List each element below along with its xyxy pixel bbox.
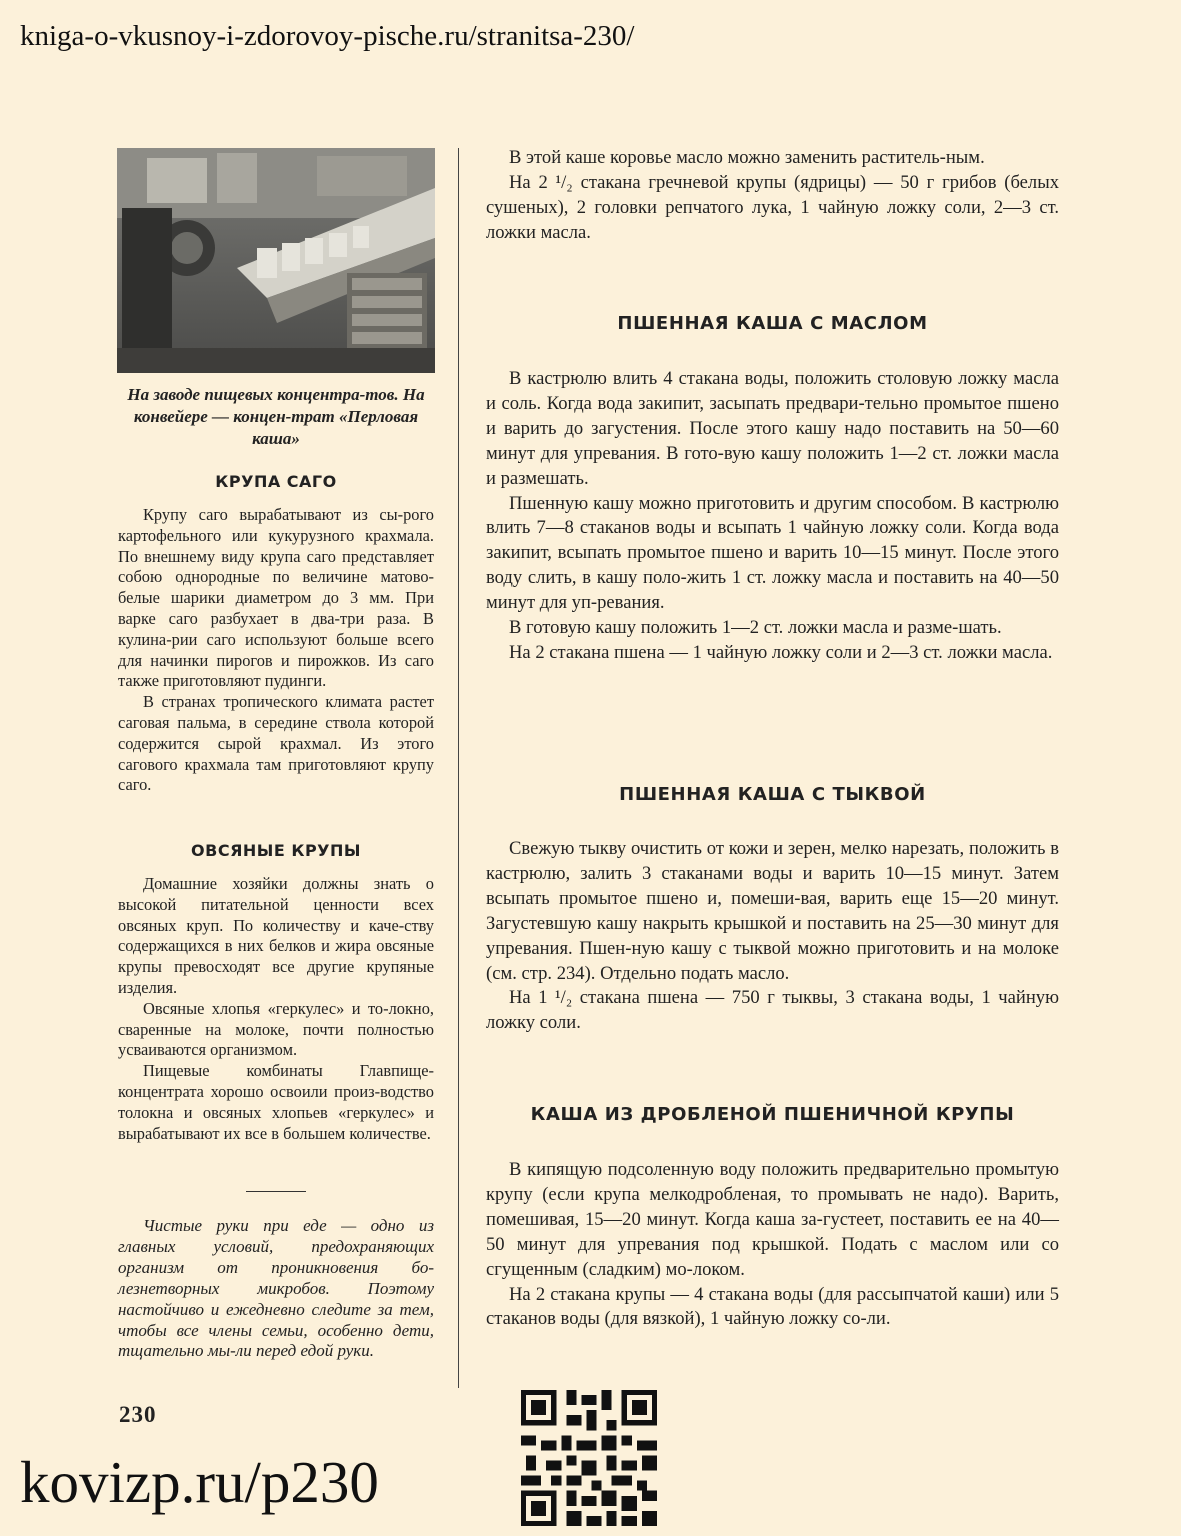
note-paragraph: Чистые руки при еде — одно из главных условий, предохраняющих организм от проникновения бо-лезнетворных микробов. Поэтому настойчиво и ежедневно следите за тем, чтобы все члены семьи, особенно дети, тщательно мы-ли перед едой руки.	[118, 1216, 434, 1361]
short-url[interactable]: kovizp.ru/p230	[20, 1449, 379, 1515]
factory-photo	[117, 148, 435, 373]
sago-paragraph: Крупу саго вырабатывают из сы-рого картофельного или кукурузного крахмала. По внешнему виду крупа саго представляет собою однородные по величине матово-белые шарики диаметром до 3 мм. При варке саго разбухает в два-три раза. В кулина-рии саго используют больше всего для начинки пирогов и пирожков. Из саго также приготовляют пудинги.	[118, 505, 434, 691]
qr-code[interactable]	[516, 1385, 662, 1531]
heading-sago: КРУПА САГО	[215, 472, 337, 491]
hygiene-note	[118, 1216, 434, 1362]
recipe-paragraph: В кипящую подсоленную воду положить предварительно промытую крупу (если крупа мелкодробленая, то промывать не надо). Варить, помешивая, 15—20 минут. Когда каша за-густеет, поставить ее на 40—50 минут для упревания под крышкой. Подать с маслом или со сгущенным (сладким) мо-локом.	[486, 1159, 1059, 1280]
millet-butter-text	[486, 367, 1059, 666]
heading-wheat: КАША ИЗ ДРОБЛЕНОЙ ПШЕНИЧНОЙ КРУПЫ	[530, 1104, 1015, 1125]
section-divider	[246, 1191, 306, 1192]
oats-paragraph: Домашние хозяйки должны знать о высокой питательной ценности всех овсяных круп. По количеству и каче-ству содержащихся в них белков и жира овсяные крупы превосходят все другие крупяные изделия.	[118, 874, 434, 997]
sago-text	[118, 505, 434, 796]
heading-millet-pumpkin: ПШЕННАЯ КАША С ТЫКВОЙ	[619, 784, 926, 805]
photo-caption: На заводе пищевых концентра-тов. На конвейере — концен-трат «Перловая каша»	[127, 385, 425, 448]
column-divider	[458, 148, 459, 1388]
oats-text	[118, 874, 434, 1144]
recipe-paragraph: На 2 стакана крупы — 4 стакана воды (для рассыпчатой каши) или 5 стаканов воды (для вязкой), 1 чайную ложку со-ли.	[486, 1283, 1059, 1330]
heading-oats: ОВСЯНЫЕ КРУПЫ	[191, 841, 361, 860]
recipe-paragraph: На 1 ¹/₂ стакана пшена — 750 г тыквы, 3 стакана воды, 1 чайную ложку соли.	[486, 987, 1059, 1034]
intro-text	[486, 146, 1059, 246]
top-url[interactable]: kniga-o-vkusnoy-i-zdorovoy-pische.ru/stranitsa-230/	[20, 20, 635, 52]
recipe-paragraph: В готовую кашу положить 1—2 ст. ложки масла и разме-шать.	[509, 617, 1002, 639]
oats-paragraph: Пищевые комбинаты Главпище-концентрата хорошо освоили произ-водство толокна и овсяных хлопьев «геркулес» и вырабатывают их все в большем количестве.	[118, 1061, 434, 1143]
sago-paragraph: В странах тропического климата растет саговая пальма, в середине ствола которой содержится сырой крахмал. Из этого сагового крахмала там приготовляют крупу саго.	[118, 692, 434, 795]
recipe-paragraph: В кастрюлю влить 4 стакана воды, положить столовую ложку масла и соль. Когда вода закипит, засыпать предвари-тельно промытое пшено и варить до загустения. После этого кашу надо поставить на 50—60 минут для упревания. В гото-вую кашу положить 1—2 ст. ложки масла и размешать.	[486, 368, 1059, 489]
heading-millet-butter: ПШЕННАЯ КАША С МАСЛОМ	[617, 313, 928, 334]
recipe-paragraph: Пшенную кашу можно приготовить и другим способом. В кастрюлю влить 7—8 стаканов воды и всыпать 1 чайную ложку соли. Когда вода закипит, всыпать промытое пшено и варить 10—15 минут. После этого воду слить, в кашу поло-жить 1 ст. ложку масла и поставить на 40—50 минут для уп-ревания.	[486, 492, 1059, 614]
wheat-text	[486, 1158, 1059, 1332]
recipe-paragraph: Свежую тыкву очистить от кожи и зерен, мелко нарезать, положить в кастрюлю, залить 3 стаканами воды и варить 10—15 минут. Затем всыпать промытое пшено и, помеши-вая, варить еще 15—20 минут. Загустевшую кашу накрыть крышкой и поставить на 25—30 минут для упревания. Пшен-ную кашу с тыквой можно приготовить и на молоке (см. стр. 234). Отдельно подать масло.	[486, 838, 1059, 984]
intro-paragraph: В этой каше коровье масло можно заменить раститель-ным.	[509, 147, 985, 168]
millet-pumpkin-text	[486, 837, 1059, 1036]
oats-paragraph: Овсяные хлопья «геркулес» и то-локно, сваренные на молоке, почти полностью усваиваются организмом.	[118, 998, 434, 1060]
recipe-paragraph: На 2 стакана пшена — 1 чайную ложку соли и 2—3 ст. ложки масла.	[509, 641, 1053, 663]
intro-paragraph: На 2 ¹/₂ стакана гречневой крупы (ядрицы) — 50 г грибов (белых сушеных), 2 головки репчатого лука, 1 чайную ложку соли, 2—3 ст. ложки масла.	[486, 171, 1059, 243]
page-number: 230	[119, 1402, 157, 1427]
